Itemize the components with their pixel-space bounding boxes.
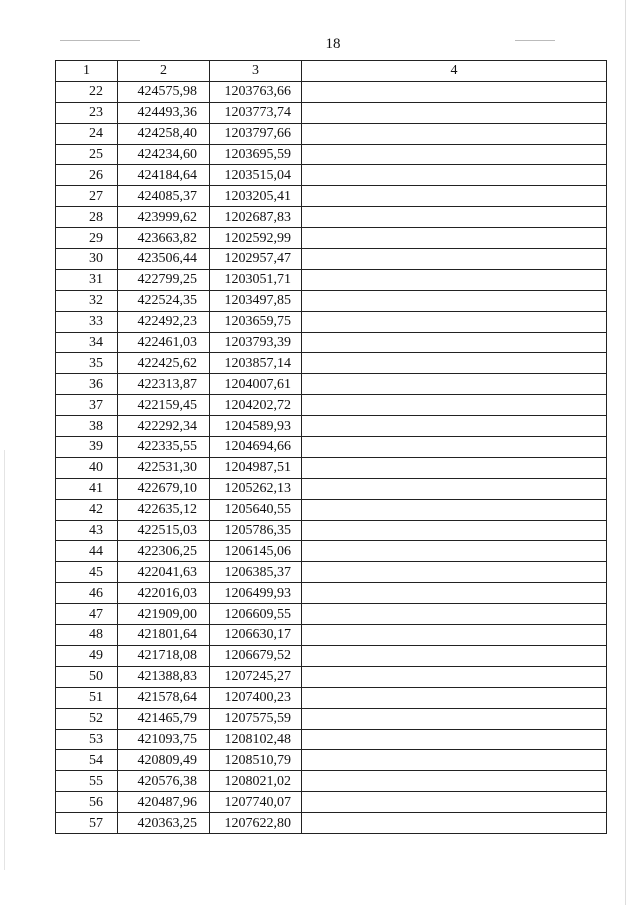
y-coordinate-cell: 1203793,39: [210, 332, 302, 353]
y-coordinate-cell: 1205640,55: [210, 499, 302, 520]
x-coordinate-cell: 422159,45: [118, 395, 210, 416]
point-number-cell: 46: [56, 583, 118, 604]
table-row: [56, 311, 607, 332]
note-cell: [302, 186, 607, 207]
table-row: [56, 102, 607, 123]
note-cell: [302, 562, 607, 583]
table-row: [56, 123, 607, 144]
x-coordinate-cell: 422799,25: [118, 269, 210, 290]
y-coordinate-cell: 1207400,23: [210, 687, 302, 708]
x-coordinate-cell: 420576,38: [118, 771, 210, 792]
x-coordinate-cell: 423999,62: [118, 207, 210, 228]
scan-edge-left: [4, 450, 5, 870]
point-number-cell: 38: [56, 416, 118, 437]
x-coordinate-cell: 424258,40: [118, 123, 210, 144]
note-cell: [302, 499, 607, 520]
y-coordinate-cell: 1206385,37: [210, 562, 302, 583]
point-number-cell: 43: [56, 520, 118, 541]
y-coordinate-cell: 1206499,93: [210, 583, 302, 604]
column-header-2: 2: [118, 61, 210, 82]
table-row: [56, 478, 607, 499]
x-coordinate-cell: 424575,98: [118, 81, 210, 102]
note-cell: [302, 165, 607, 186]
point-number-cell: 53: [56, 729, 118, 750]
y-coordinate-cell: 1202592,99: [210, 228, 302, 249]
x-coordinate-cell: 420487,96: [118, 792, 210, 813]
point-number-cell: 28: [56, 207, 118, 228]
point-number-cell: 33: [56, 311, 118, 332]
x-coordinate-cell: 422041,63: [118, 562, 210, 583]
note-cell: [302, 604, 607, 625]
y-coordinate-cell: 1207245,27: [210, 666, 302, 687]
point-number-cell: 31: [56, 269, 118, 290]
x-coordinate-cell: 420809,49: [118, 750, 210, 771]
x-coordinate-cell: 424493,36: [118, 102, 210, 123]
point-number-cell: 37: [56, 395, 118, 416]
y-coordinate-cell: 1203051,71: [210, 269, 302, 290]
note-cell: [302, 792, 607, 813]
note-cell: [302, 708, 607, 729]
x-coordinate-cell: 420363,25: [118, 813, 210, 834]
note-cell: [302, 457, 607, 478]
scan-edge-right: [625, 0, 626, 905]
table-row: [56, 813, 607, 834]
note-cell: [302, 395, 607, 416]
x-coordinate-cell: 422461,03: [118, 332, 210, 353]
coordinates-table: [55, 60, 607, 834]
note-cell: [302, 290, 607, 311]
note-cell: [302, 249, 607, 270]
y-coordinate-cell: 1204987,51: [210, 457, 302, 478]
point-number-cell: 24: [56, 123, 118, 144]
x-coordinate-cell: 423663,82: [118, 228, 210, 249]
table-row: [56, 81, 607, 102]
note-cell: [302, 520, 607, 541]
point-number-cell: 52: [56, 708, 118, 729]
note-cell: [302, 625, 607, 646]
column-header-3: 3: [210, 61, 302, 82]
x-coordinate-cell: 421388,83: [118, 666, 210, 687]
x-coordinate-cell: 422515,03: [118, 520, 210, 541]
x-coordinate-cell: 421718,08: [118, 645, 210, 666]
y-coordinate-cell: 1203515,04: [210, 165, 302, 186]
y-coordinate-cell: 1203659,75: [210, 311, 302, 332]
page-number: 18: [325, 36, 341, 52]
note-cell: [302, 750, 607, 771]
table-row: [56, 186, 607, 207]
y-coordinate-cell: 1207622,80: [210, 813, 302, 834]
y-coordinate-cell: 1205262,13: [210, 478, 302, 499]
table-row: [56, 207, 607, 228]
note-cell: [302, 81, 607, 102]
x-coordinate-cell: 422492,23: [118, 311, 210, 332]
note-cell: [302, 416, 607, 437]
y-coordinate-cell: 1204589,93: [210, 416, 302, 437]
point-number-cell: 49: [56, 645, 118, 666]
note-cell: [302, 645, 607, 666]
y-coordinate-cell: 1203857,14: [210, 353, 302, 374]
note-cell: [302, 583, 607, 604]
column-header-1: 1: [56, 61, 118, 82]
note-cell: [302, 144, 607, 165]
x-coordinate-cell: 422313,87: [118, 374, 210, 395]
point-number-cell: 34: [56, 332, 118, 353]
table-row: [56, 520, 607, 541]
table-row: [56, 687, 607, 708]
note-cell: [302, 332, 607, 353]
table-row: [56, 583, 607, 604]
table-row: [56, 374, 607, 395]
table-row: [56, 249, 607, 270]
table-row: [56, 457, 607, 478]
note-cell: [302, 771, 607, 792]
y-coordinate-cell: 1203797,66: [210, 123, 302, 144]
table-row: [56, 645, 607, 666]
y-coordinate-cell: 1203695,59: [210, 144, 302, 165]
point-number-cell: 25: [56, 144, 118, 165]
note-cell: [302, 353, 607, 374]
y-coordinate-cell: 1203497,85: [210, 290, 302, 311]
x-coordinate-cell: 422306,25: [118, 541, 210, 562]
y-coordinate-cell: 1208510,79: [210, 750, 302, 771]
note-cell: [302, 207, 607, 228]
y-coordinate-cell: 1207740,07: [210, 792, 302, 813]
point-number-cell: 42: [56, 499, 118, 520]
table-row: [56, 353, 607, 374]
table-body: [56, 81, 607, 833]
y-coordinate-cell: 1202957,47: [210, 249, 302, 270]
table-row: [56, 269, 607, 290]
x-coordinate-cell: 422635,12: [118, 499, 210, 520]
x-coordinate-cell: 421093,75: [118, 729, 210, 750]
table-row: [56, 771, 607, 792]
y-coordinate-cell: 1208021,02: [210, 771, 302, 792]
x-coordinate-cell: 421578,64: [118, 687, 210, 708]
x-coordinate-cell: 422679,10: [118, 478, 210, 499]
point-number-cell: 47: [56, 604, 118, 625]
note-cell: [302, 541, 607, 562]
note-cell: [302, 374, 607, 395]
point-number-cell: 48: [56, 625, 118, 646]
y-coordinate-cell: 1207575,59: [210, 708, 302, 729]
y-coordinate-cell: 1204202,72: [210, 395, 302, 416]
note-cell: [302, 269, 607, 290]
point-number-cell: 32: [56, 290, 118, 311]
table-row: [56, 290, 607, 311]
table-row: [56, 541, 607, 562]
table-row: [56, 562, 607, 583]
y-coordinate-cell: 1206630,17: [210, 625, 302, 646]
x-coordinate-cell: 422292,34: [118, 416, 210, 437]
table-row: [56, 416, 607, 437]
x-coordinate-cell: 424184,64: [118, 165, 210, 186]
header-row: [56, 61, 607, 82]
y-coordinate-cell: 1204694,66: [210, 437, 302, 458]
note-cell: [302, 729, 607, 750]
note-cell: [302, 123, 607, 144]
note-cell: [302, 228, 607, 249]
x-coordinate-cell: 423506,44: [118, 249, 210, 270]
point-number-cell: 54: [56, 750, 118, 771]
note-cell: [302, 437, 607, 458]
x-coordinate-cell: 422425,62: [118, 353, 210, 374]
point-number-cell: 57: [56, 813, 118, 834]
x-coordinate-cell: 421801,64: [118, 625, 210, 646]
table-row: [56, 165, 607, 186]
point-number-cell: 23: [56, 102, 118, 123]
y-coordinate-cell: 1204007,61: [210, 374, 302, 395]
table-row: [56, 332, 607, 353]
y-coordinate-cell: 1208102,48: [210, 729, 302, 750]
x-coordinate-cell: 422524,35: [118, 290, 210, 311]
x-coordinate-cell: 421909,00: [118, 604, 210, 625]
table-row: [56, 395, 607, 416]
point-number-cell: 51: [56, 687, 118, 708]
point-number-cell: 36: [56, 374, 118, 395]
table-row: [56, 625, 607, 646]
x-coordinate-cell: 422531,30: [118, 457, 210, 478]
point-number-cell: 26: [56, 165, 118, 186]
table-row: [56, 228, 607, 249]
column-header-4: 4: [302, 61, 607, 82]
y-coordinate-cell: 1202687,83: [210, 207, 302, 228]
point-number-cell: 22: [56, 81, 118, 102]
x-coordinate-cell: 424234,60: [118, 144, 210, 165]
point-number-cell: 40: [56, 457, 118, 478]
x-coordinate-cell: 422016,03: [118, 583, 210, 604]
point-number-cell: 27: [56, 186, 118, 207]
point-number-cell: 39: [56, 437, 118, 458]
y-coordinate-cell: 1206609,55: [210, 604, 302, 625]
note-cell: [302, 311, 607, 332]
note-cell: [302, 687, 607, 708]
point-number-cell: 41: [56, 478, 118, 499]
note-cell: [302, 478, 607, 499]
table-row: [56, 666, 607, 687]
point-number-cell: 55: [56, 771, 118, 792]
note-cell: [302, 102, 607, 123]
table-row: [56, 729, 607, 750]
table-row: [56, 437, 607, 458]
x-coordinate-cell: 422335,55: [118, 437, 210, 458]
y-coordinate-cell: 1203205,41: [210, 186, 302, 207]
y-coordinate-cell: 1203763,66: [210, 81, 302, 102]
x-coordinate-cell: 421465,79: [118, 708, 210, 729]
y-coordinate-cell: 1206145,06: [210, 541, 302, 562]
table-row: [56, 750, 607, 771]
x-coordinate-cell: 424085,37: [118, 186, 210, 207]
note-cell: [302, 813, 607, 834]
point-number-cell: 35: [56, 353, 118, 374]
note-cell: [302, 666, 607, 687]
table-row: [56, 708, 607, 729]
point-number-cell: 44: [56, 541, 118, 562]
table-row: [56, 604, 607, 625]
point-number-cell: 29: [56, 228, 118, 249]
y-coordinate-cell: 1205786,35: [210, 520, 302, 541]
table-row: [56, 499, 607, 520]
point-number-cell: 56: [56, 792, 118, 813]
point-number-cell: 30: [56, 249, 118, 270]
y-coordinate-cell: 1203773,74: [210, 102, 302, 123]
y-coordinate-cell: 1206679,52: [210, 645, 302, 666]
point-number-cell: 45: [56, 562, 118, 583]
table-row: [56, 144, 607, 165]
point-number-cell: 50: [56, 666, 118, 687]
table-row: [56, 792, 607, 813]
